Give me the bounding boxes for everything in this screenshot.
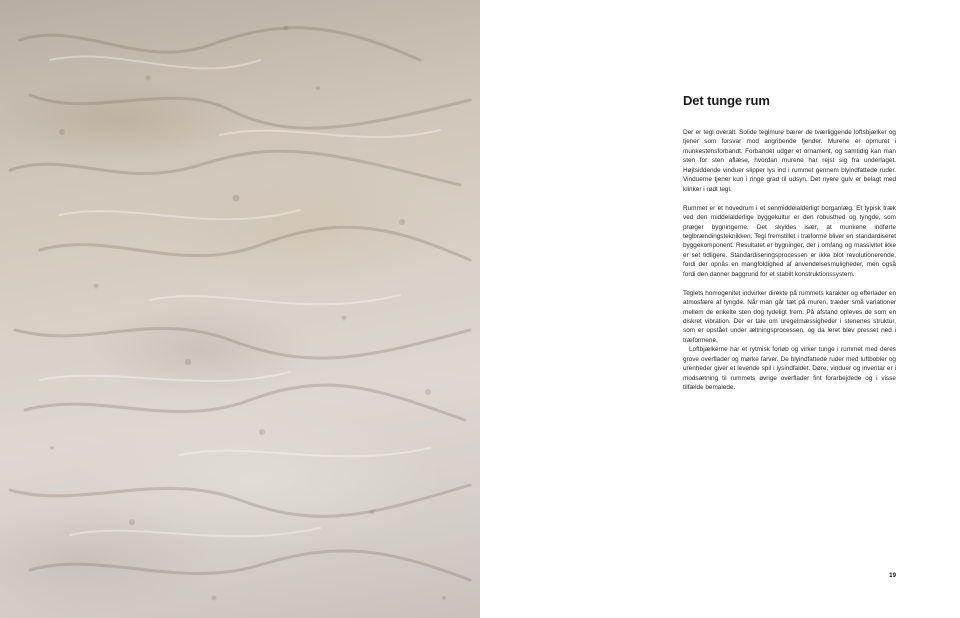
text-page [480, 0, 960, 618]
paragraph: Rummet er et hovedrum i et senmiddelalderligt borganlæg. Et typisk træk ved den middelalderlige byggekultur er den robusthed og tyngde, som præger bygningerne. Det skyldes især, at munkene indførte teglbrændingsteknikken. Tegl fremstillet i træforme bliver en standardiseret byggekomponent. Resultatet er bygninger, der i omfang og massivitet ikke er set tidligere. Standardiseringsprocessen er ikke blot revolutionerende, fordi der opnås en mangfoldighed af anvendelsesmuligheder, men også fordi den danner baggrund for et stabilt konstruktionssystem. [683, 204, 896, 278]
page-number: 19 [889, 572, 897, 579]
body-text [683, 128, 896, 402]
paragraph: Teglets homogenitet indvirker direkte på rummets karakter og efterlader en atmosfære af tyngde. Når man går tæt på muren, træder små variationer mellem de enkelte sten dog tydeligt frem. På afstand opleves de som en diskret vibration. Der er tale om uregelmæssigheder i stenenes struktur, som er opstået under æltningsprocessen, og da leret blev presset ned i træformene. [683, 289, 896, 344]
page-title: Det tunge rum [683, 93, 770, 108]
paragraph: Loftbjælkerne har et rytmisk forløb og virker tunge i rummet med deres grove overflader og mørke farver. De blyindfattede ruder med luftbobler og urenheder giver et levende spil i lysindfaldet. Døre, vinduer og inventar er i modsætning til rummets øvrige overflader fint forarbejdede og i visse tilfælde bemalede. [683, 346, 896, 392]
paragraph: Der er tegl overalt. Solide teglmure bærer de tværliggende loftsbjælker og tjener som forsvar mod angribende fjender. Murene er opmuret i munkestensforbandt. Forbandet udgør et ornament, og samtidig kan man sten for sten aflæse, hvordan murene har rejst sig fra underlaget. Højtsiddende vinduer slipper lys ind i rummet gennem blyindfattede ruder. Vinduerne tjener kun i ringe grad til udsyn. Det nyere gulv er belagt med klinker i rødt tegl. [683, 129, 896, 193]
